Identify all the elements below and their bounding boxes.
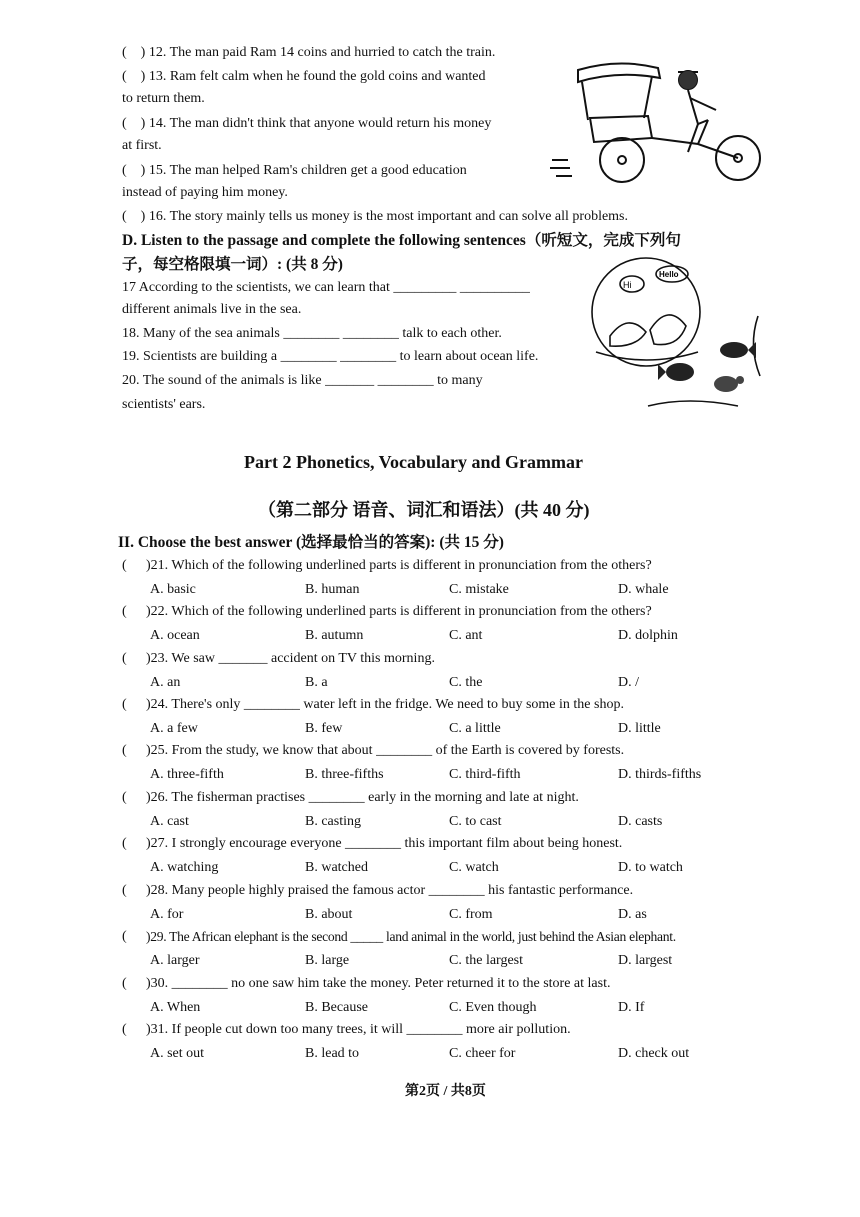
answer-paren: (	[122, 883, 127, 898]
option-c: C. to cast	[449, 814, 502, 829]
option-b: B. lead to	[305, 1046, 360, 1061]
bubble-hello: Hello	[659, 270, 679, 279]
part2-subtitle: （第二部分 语音、词汇和语法）(共 40 分)	[258, 500, 590, 520]
option-a: A. three-fifth	[150, 767, 224, 782]
section-ii-heading: II. Choose the best answer (选择最恰当的答案): (共 15 分)	[118, 534, 504, 551]
option-a: A. a few	[150, 721, 198, 736]
answer-paren: (	[122, 558, 127, 573]
question-22: )22. Which of the following underlined parts is different in pronunciation from the others?	[146, 604, 652, 619]
question-21: )21. Which of the following underlined parts is different in pronunciation from the others?	[146, 558, 652, 573]
question-17-cont: different animals live in the sea.	[122, 302, 302, 317]
question-14: ( ) 14. The man didn't think that anyone would return his money	[122, 116, 492, 131]
option-a: A. basic	[150, 582, 196, 597]
option-c: C. from	[449, 907, 493, 922]
option-b: B. human	[305, 582, 360, 597]
option-d: D. dolphin	[618, 628, 678, 643]
option-a: A. ocean	[150, 628, 200, 643]
part2-title: Part 2 Phonetics, Vocabulary and Grammar	[244, 452, 583, 472]
question-27: )27. I strongly encourage everyone ________ this important film about being honest.	[146, 836, 623, 851]
bubble-hi: Hi	[623, 280, 632, 290]
question-20-cont: scientists' ears.	[122, 397, 206, 412]
option-d: D. as	[618, 907, 647, 922]
option-d: D. casts	[618, 814, 663, 829]
question-20: 20. The sound of the animals is like _______ ________ to many	[122, 373, 483, 388]
answer-paren: (	[122, 604, 127, 619]
option-c: C. Even though	[449, 1000, 537, 1015]
option-d: D. thirds-fifths	[618, 767, 702, 782]
option-b: B. autumn	[305, 628, 364, 643]
question-12: ( ) 12. The man paid Ram 14 coins and hurried to catch the train.	[122, 45, 496, 60]
option-b: B. three-fifths	[305, 767, 384, 782]
question-18: 18. Many of the sea animals ________ ________ talk to each other.	[122, 326, 502, 341]
answer-paren: (	[122, 929, 127, 944]
question-26: )26. The fisherman practises ________ early in the morning and late at night.	[146, 790, 579, 805]
option-c: C. a little	[449, 721, 501, 736]
question-13-cont: to return them.	[122, 91, 205, 106]
option-c: C. watch	[449, 860, 499, 875]
option-b: B. about	[305, 907, 353, 922]
question-17: 17 According to the scientists, we can learn that _________ __________	[122, 280, 530, 295]
answer-paren: (	[122, 697, 127, 712]
question-29: )29. The African elephant is the second _____ land animal in the world, just behind the Asian elephant.	[146, 929, 676, 944]
rickshaw-illustration	[548, 60, 766, 188]
page-number: 第2页 / 共8页	[405, 1084, 486, 1099]
option-c: C. mistake	[449, 582, 509, 597]
question-28: )28. Many people highly praised the famous actor ________ his fantastic performance.	[146, 883, 634, 898]
option-b: B. few	[305, 721, 343, 736]
question-30: )30. ________ no one saw him take the money. Peter returned it to the store at last.	[146, 976, 611, 991]
option-a: A. When	[150, 1000, 201, 1015]
answer-paren: (	[122, 836, 127, 851]
option-b: B. Because	[305, 1000, 368, 1015]
option-d: D. whale	[618, 582, 669, 597]
option-d: D. largest	[618, 953, 673, 968]
question-19: 19. Scientists are building a ________ ________ to learn about ocean life.	[122, 349, 539, 364]
question-23: )23. We saw _______ accident on TV this morning.	[146, 651, 435, 666]
option-d: D. to watch	[618, 860, 683, 875]
section-d-heading-line1: D. Listen to the passage and complete the following sentences（听短文，完成下列句	[122, 232, 681, 249]
option-a: A. larger	[150, 953, 200, 968]
answer-paren: (	[122, 743, 127, 758]
option-b: B. a	[305, 675, 328, 690]
question-31: )31. If people cut down too many trees, it will ________ more air pollution.	[146, 1022, 571, 1037]
question-25: )25. From the study, we know that about ________ of the Earth is covered by forests.	[146, 743, 625, 758]
question-24: )24. There's only ________ water left in the fridge. We need to buy some in the shop.	[146, 697, 624, 712]
option-c: C. ant	[449, 628, 483, 643]
answer-paren: (	[122, 651, 127, 666]
section-d-heading-line2: 子，每空格限填一词）: (共 8 分)	[122, 256, 343, 273]
option-c: C. the largest	[449, 953, 524, 968]
option-d: D. check out	[618, 1046, 690, 1061]
option-a: A. for	[150, 907, 184, 922]
question-13: ( ) 13. Ram felt calm when he found the gold coins and wanted	[122, 69, 486, 84]
sea-animals-illustration	[588, 256, 772, 412]
option-d: D. /	[618, 675, 639, 690]
option-c: C. third-fifth	[449, 767, 521, 782]
question-16: ( ) 16. The story mainly tells us money is the most important and can solve all problems.	[122, 209, 629, 224]
option-b: B. large	[305, 953, 350, 968]
option-b: B. watched	[305, 860, 368, 875]
option-a: A. watching	[150, 860, 219, 875]
option-c: C. cheer for	[449, 1046, 516, 1061]
option-d: D. little	[618, 721, 661, 736]
option-c: C. the	[449, 675, 483, 690]
question-14-cont: at first.	[122, 138, 162, 153]
option-b: B. casting	[305, 814, 361, 829]
answer-paren: (	[122, 976, 127, 991]
question-15: ( ) 15. The man helped Ram's children get a good education	[122, 163, 467, 178]
option-d: D. If	[618, 1000, 645, 1015]
option-a: A. set out	[150, 1046, 205, 1061]
question-15-cont: instead of paying him money.	[122, 185, 288, 200]
option-a: A. an	[150, 675, 181, 690]
option-a: A. cast	[150, 814, 189, 829]
answer-paren: (	[122, 790, 127, 805]
answer-paren: (	[122, 1022, 127, 1037]
